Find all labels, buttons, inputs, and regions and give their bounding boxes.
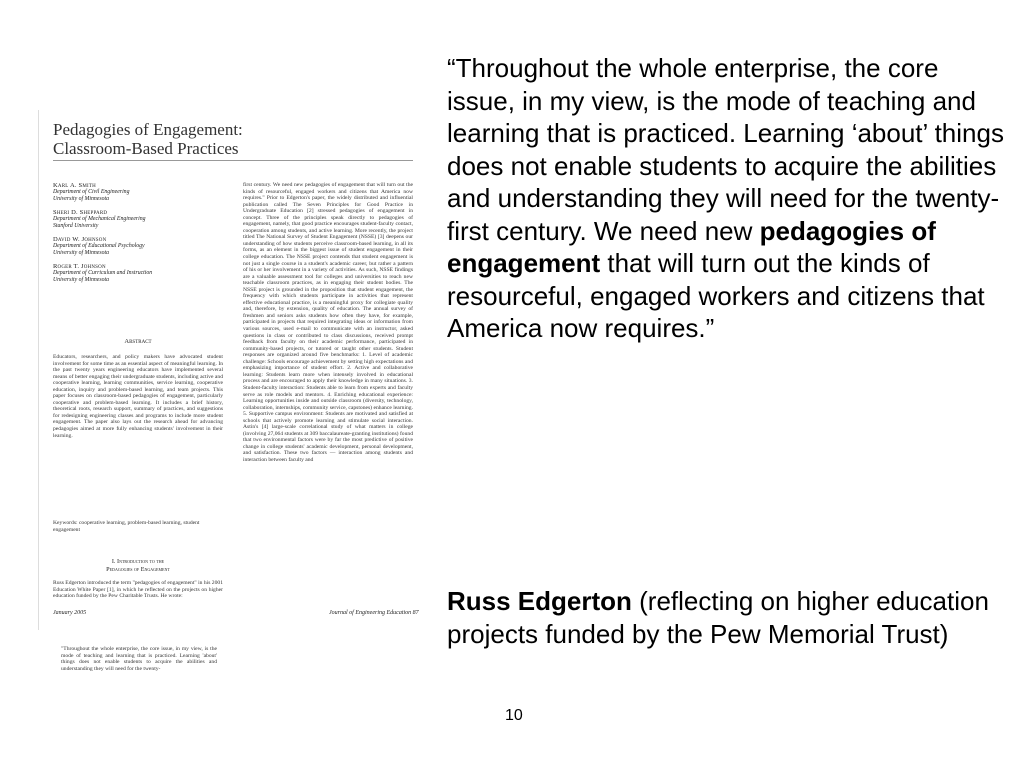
attribution-context: (reflecting on higher education projects funded by the Pew Memorial Trust) <box>447 586 989 649</box>
quote-part-2: that will turn out the kinds of resourceful, engaged workers and citizens that America now requires.” <box>447 248 985 343</box>
paper-date: January 2005 <box>53 610 87 616</box>
abstract-text: Educators, researchers, and policy makers have advocated student involvement for some time as an essential aspect of meaningful learning. In the past twenty years engineering educators have implemented several means of better engaging their undergraduate students, including active and cooperative learning, learning communities, service learning, cooperative education, inquiry and problem-based learning, and team projects. This paper focuses on classroom-based pedagogies of engagement, particularly cooperative and problem-based learning. It includes a brief history, theoretical roots, research support, summary of practices, and suggestions for redesigning engineering classes and programs to include more student engagement. The paper also lays out the research ahead for advancing pedagogies aimed at more fully enhancing students' involvement in their learning. <box>53 354 223 439</box>
journal-name: Journal of Engineering Education 87 <box>329 610 419 616</box>
right-column-text: first century. We need new pedagogies of engagement that will turn out the kinds of resourceful, engaged workers and citizens that America now requires." Prior to Edgerton's paper, the widely distributed and influential publication called The Seven Principles for Good Practice in Undergraduate Education [2] stressed pedagogies of engagement in concept. Three of the principles speak directly to pedagogies of engagement, namely, that good practice encourages student-faculty contact, cooperation among students, and active learning. More recently, the project titled The National Survey of Student Engagement (NSSE) [3] deepens our understanding of how students perceive classroom-based learning, in all its forms, as an element in the biggest issue of student engagement in their college education. The NSSE project contends that student engagement is not just a single course in a student's academic career, but rather a pattern of his or her involvement in a variety of activities. As such, NSSE findings are a valuable assessment tool for colleges and universities to reach new teachable classroom practices, as in engaging their student bodies. The NSSE project is grounded in the proposition that student engagement, the frequency with which students participate in activities that represent effective educational practice, is a meaningful proxy for collegiate quality and, therefore, by extension, quality of education. The annual survey of freshmen and seniors asks students how often they have, for example, participated in projects that required integrating ideas or information from various sources, used e-mail to communicate with an instructor, asked questions in class or contributed to class discussions, received prompt feedback from faculty on their academic performance, participated in community-based projects, or tutored or taught other students. Student responses are organized around five benchmarks: 1. Level of academic challenge: Schools encourage achievement by setting high expectations and emphasizing importance of student effort. 2. Active and collaborative learning: Students learn more when intensely involved in educational process and are encouraged to apply their knowledge in many situations. 3. Student-faculty interaction: Students able to learn from experts and faculty serve as role models and mentors. 4. Enriching educational experience: Learning opportunities inside and outside classroom (diversity, technology, collaboration, internships, community service, capstones) enhance learning. 5. Supportive campus environment: Students are motivated and satisfied at schools that actively promote learning and stimulate social interaction. Astin's [4] large-scale correlational study of what matters in college (involving 27,064 students at 309 baccalaureate-granting institutions) found that two environmental factors were by far the most predictive of positive change in college students' academic development, personal development, and satisfaction. These two factors — interaction among students and interaction between faculty and <box>243 182 413 463</box>
intro-quote: "Throughout the whole enterprise, the core issue, in my view, is the mode of teaching and learning that is practiced. Learning 'about' things does not enable students to acquire the abilities and understanding they will need for the twenty- <box>61 646 217 672</box>
paper-title: Pedagogies of Engagement: Classroom-Based Practices <box>53 120 243 158</box>
title-rule <box>53 160 413 161</box>
attribution-name: Russ Edgerton <box>447 586 632 616</box>
keywords: Keywords: cooperative learning, problem-based learning, student engagement <box>53 520 200 533</box>
quote-part-1: “Throughout the whole enterprise, the core issue, in my view, is the mode of teaching and learning that is practiced. Learning ‘about’ things does not enable students to acquire the abilities and understanding they will need for the twenty-first century. We need new <box>447 53 1004 246</box>
author: David W. Johnson Department of Educational Psychology University of Minnesota <box>53 236 145 256</box>
edgerton-quote <box>447 52 1007 345</box>
quote-emphasis: pedagogies of engagement <box>447 215 936 278</box>
intro-text: Russ Edgerton introduced the term "pedagogies of engagement" in his 2001 Education White Paper [1], in which he reflected on the projects on higher education funded by the Pew Charitable Trusts. He wrote: <box>53 580 223 600</box>
paper-excerpt-image <box>38 110 425 672</box>
intro-heading: I. Introduction to the Pedagogies of Engagement <box>106 558 170 573</box>
author: Karl A. Smith Department of Civil Engineering University of Minnesota <box>53 182 130 202</box>
author: Roger T. Johnson Department of Curriculum and Instruction University of Minnesota <box>53 263 153 283</box>
author: Sheri D. Sheppard Department of Mechanical Engineering Stanford University <box>53 209 146 229</box>
abstract-heading: Abstract <box>124 338 152 345</box>
author-list <box>53 182 223 290</box>
page-number: 10 <box>505 707 523 724</box>
quote-attribution <box>447 585 1007 650</box>
